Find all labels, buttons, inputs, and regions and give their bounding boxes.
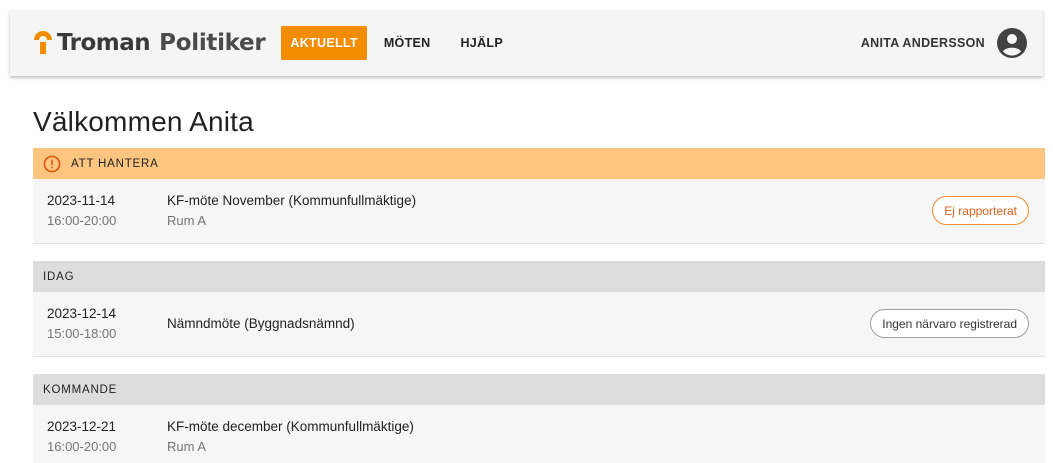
status-badge-ingen-narvaro[interactable]: Ingen närvaro registrerad — [870, 309, 1029, 338]
meeting-date: 2023-12-14 — [47, 306, 117, 321]
meeting-time: 16:00-20:00 — [47, 439, 117, 454]
page-title: Välkommen Anita — [33, 106, 254, 137]
section-label: KOMMANDE — [43, 383, 118, 396]
main-nav — [281, 26, 524, 60]
meeting-date: 2023-11-14 — [47, 193, 116, 208]
app-header — [10, 10, 1043, 76]
meeting-time: 15:00-18:00 — [47, 326, 117, 341]
section-header-att-hantera — [33, 148, 1045, 179]
meeting-row[interactable] — [33, 405, 1045, 463]
user-name: ANITA ANDERSSON — [860, 36, 985, 50]
logo-brand-text: Troman — [57, 30, 151, 56]
tab-moten[interactable]: MÖTEN — [383, 36, 431, 50]
logo-mark-icon — [32, 30, 54, 56]
meeting-room: Rum A — [167, 213, 207, 228]
status-badge-ej-rapporterat[interactable]: Ej rapporterat — [932, 196, 1029, 225]
account-circle-icon[interactable] — [997, 28, 1027, 58]
section-header-kommande — [33, 374, 1045, 405]
logo-product-text: Politiker — [159, 30, 266, 56]
meeting-row[interactable] — [33, 179, 1045, 244]
meeting-row[interactable] — [33, 292, 1045, 357]
meeting-date: 2023-12-21 — [47, 419, 117, 434]
section-label: IDAG — [43, 270, 75, 283]
user-menu[interactable] — [861, 28, 1027, 58]
meeting-title: Nämndmöte (Byggnadsnämnd) — [167, 316, 355, 331]
meeting-room: Rum A — [167, 439, 207, 454]
meeting-title: KF-möte November (Kommunfullmäktige) — [167, 193, 417, 208]
meeting-title: KF-möte december (Kommunfullmäktige) — [167, 419, 414, 434]
tab-aktuellt[interactable]: AKTUELLT — [281, 26, 366, 60]
tab-hjalp[interactable]: HJÄLP — [460, 36, 503, 50]
troman-logo[interactable] — [32, 23, 265, 63]
meeting-time: 16:00-20:00 — [47, 213, 117, 228]
section-label: ATT HANTERA — [71, 157, 159, 170]
section-header-idag — [33, 261, 1045, 292]
alert-circle-icon — [43, 155, 61, 173]
